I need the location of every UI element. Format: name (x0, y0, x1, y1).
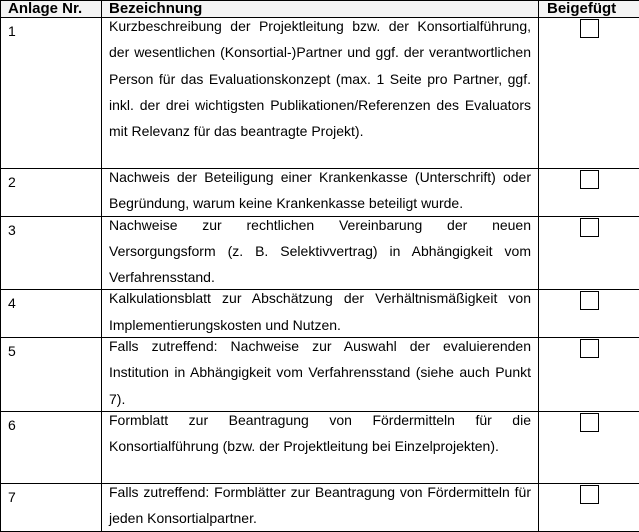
attached-checkbox[interactable] (580, 291, 599, 310)
table-row (1, 18, 639, 169)
annex-number: 1 (1, 18, 102, 169)
attached-checkbox[interactable] (580, 218, 599, 237)
annex-description: Falls zutreffend: Formblätter zur Beantragung von Fördermitteln für jeden Konsortialpartner. (102, 483, 539, 531)
annex-description: Nachweise zur rechtlichen Vereinbarung der neuen Versorgungsform (z. B. Selektivvertrag) in Abhängigkeit vom Verfahrensstand. (102, 216, 539, 290)
table-row (1, 169, 639, 217)
annex-number: 4 (1, 290, 102, 338)
attached-cell (539, 18, 639, 169)
annex-description: Kalkulationsblatt zur Abschätzung der Verhältnismäßigkeit von Implementierungskosten und Nutzen. (102, 290, 539, 338)
header-attached: Beigefügt (539, 1, 639, 18)
attached-checkbox[interactable] (580, 339, 599, 358)
annex-description: Falls zutreffend: Nachweise zur Auswahl der evaluierenden Institution in Abhängigkeit vom Verfahrensstand (siehe auch Punkt 7). (102, 338, 539, 412)
header-description: Bezeichnung (102, 1, 539, 18)
attached-checkbox[interactable] (580, 413, 599, 432)
annex-number: 7 (1, 483, 102, 531)
attached-checkbox[interactable] (580, 19, 599, 38)
attached-cell (539, 411, 639, 483)
attached-cell (539, 483, 639, 531)
annex-number: 3 (1, 216, 102, 290)
table-row (1, 411, 639, 483)
annex-number: 5 (1, 338, 102, 412)
table-row (1, 216, 639, 290)
attached-cell (539, 169, 639, 217)
attached-cell (539, 216, 639, 290)
annex-description: Formblatt zur Beantragung von Fördermitteln für die Konsortialführung (bzw. der Projektleitung bei Einzelprojekten). (102, 411, 539, 483)
table-row (1, 290, 639, 338)
annex-description: Kurzbeschreibung der Projektleitung bzw. der Konsortialführung, der wesentlichen (Konsortial-)Partner und ggf. der verantwortlichen Person für das Evaluationskonzept (max. 1 Seite pro Partner, ggf. inkl. der drei wichtigsten Publikationen/Referenzen des Evaluators mit Relevanz für das beantragte Projekt). (102, 18, 539, 169)
annex-number: 6 (1, 411, 102, 483)
annex-description: Nachweis der Beteiligung einer Krankenkasse (Unterschrift) oder Begründung, warum keine Krankenkasse beteiligt wurde. (102, 169, 539, 217)
table-row (1, 338, 639, 412)
attached-checkbox[interactable] (580, 170, 599, 189)
attached-cell (539, 338, 639, 412)
attached-cell (539, 290, 639, 338)
table-row (1, 483, 639, 531)
header-annex-number: Anlage Nr. (1, 1, 102, 18)
attached-checkbox[interactable] (580, 485, 599, 504)
annex-number: 2 (1, 169, 102, 217)
